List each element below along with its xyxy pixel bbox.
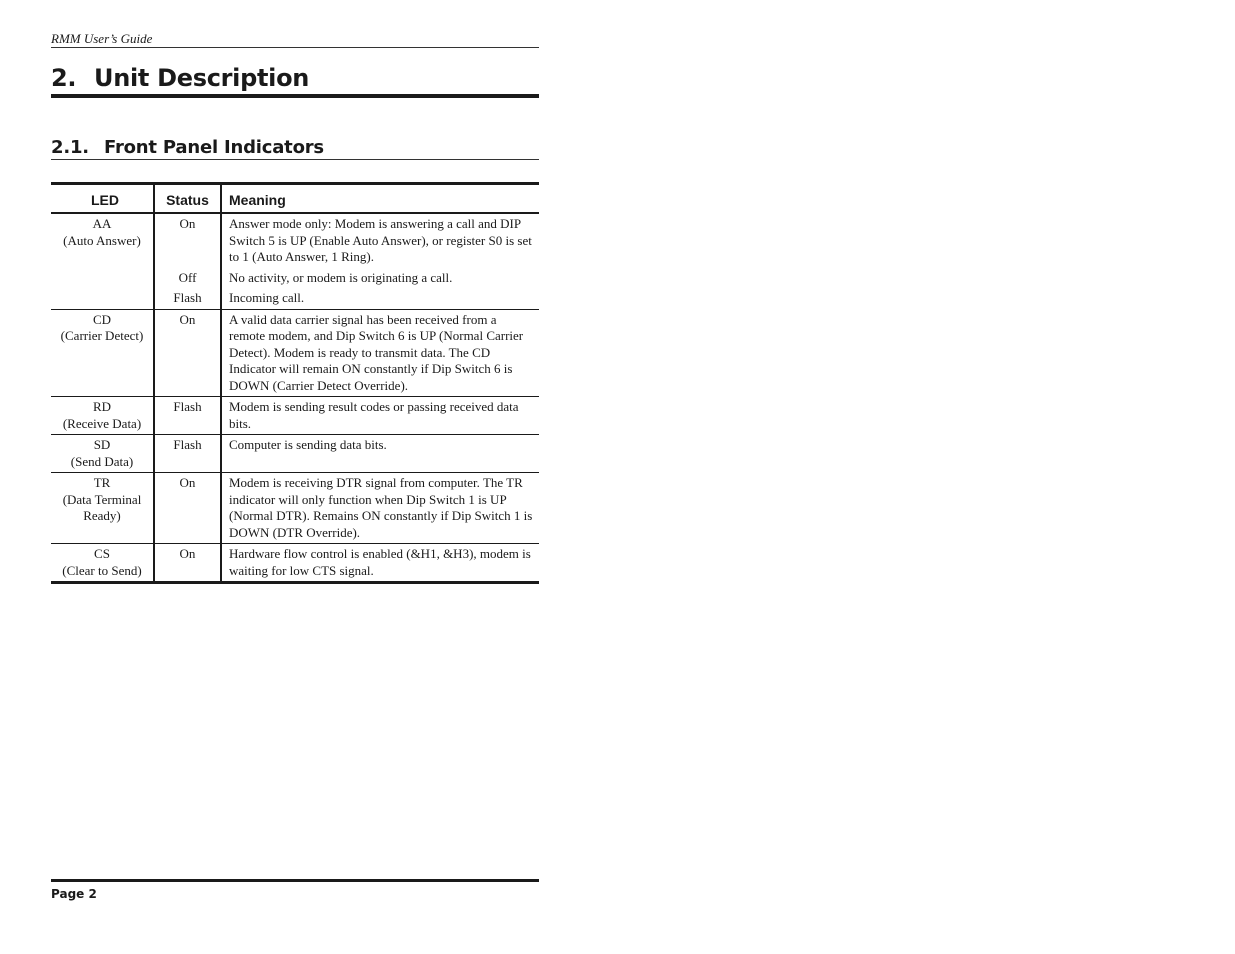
footer-rule xyxy=(51,879,539,882)
table-row xyxy=(51,435,539,473)
status-cell: Flash xyxy=(154,288,221,309)
led-cell xyxy=(51,288,154,309)
status-cell: On xyxy=(154,309,221,397)
meaning-cell: No activity, or modem is originating a call. xyxy=(229,269,453,285)
section-heading xyxy=(51,137,539,160)
led-cell: TR (Data Terminal Ready) xyxy=(51,473,154,544)
meaning-cell: Modem is receiving DTR signal from computer. The TR indicator will only function when Dip Switch 1 is UP (Normal DTR). Remains ON constantly if Dip Switch 1 is DOWN (DTR Override). xyxy=(221,473,539,544)
page-number: Page 2 xyxy=(51,887,97,901)
section-title: Front Panel Indicators xyxy=(104,137,324,158)
status-cell: On xyxy=(154,213,221,268)
section-number: 2.1. xyxy=(51,137,89,158)
led-cell: SD (Send Data) xyxy=(51,435,154,473)
chapter-number: 2. xyxy=(51,64,77,92)
table-row xyxy=(51,397,539,435)
status-cell: On xyxy=(154,473,221,544)
header-led: LED xyxy=(51,184,154,214)
table-row xyxy=(51,544,539,583)
status-cell: On xyxy=(154,544,221,583)
table-body xyxy=(51,213,539,583)
meaning-cell: Modem is sending result codes or passing received data bits. xyxy=(221,397,539,435)
table-row xyxy=(51,309,539,397)
table-header-row xyxy=(51,184,539,214)
table-row xyxy=(51,288,539,309)
meaning-cell: Computer is sending data bits. xyxy=(221,435,539,473)
table-row xyxy=(51,268,539,289)
chapter-title: Unit Description xyxy=(94,64,310,92)
led-cell: CS (Clear to Send) xyxy=(51,544,154,583)
led-cell: RD (Receive Data) xyxy=(51,397,154,435)
running-header: RMM User’s Guide xyxy=(51,31,539,48)
status-cell: Off xyxy=(154,268,221,289)
table-row xyxy=(51,473,539,544)
meaning-cell: Incoming call. xyxy=(229,290,305,305)
header-meaning: Meaning xyxy=(221,184,539,214)
meaning-cell: Answer mode only: Modem is answering a call and DIP Switch 5 is UP (Enable Auto Answer), or register S0 is set to 1 (Auto Answer, 1 Ring). xyxy=(229,216,532,264)
status-cell: Flash xyxy=(154,435,221,473)
led-cell: CD (Carrier Detect) xyxy=(51,309,154,397)
status-cell: Flash xyxy=(154,397,221,435)
document-page xyxy=(51,0,539,954)
chapter-heading xyxy=(51,64,539,98)
led-indicator-table xyxy=(51,182,539,584)
meaning-cell: A valid data carrier signal has been received from a remote modem, and Dip Switch 6 is UP (Normal Carrier Detect). Modem is ready to transmit data. The CD Indicator will remain ON constantly if Dip Switch 6 is DOWN (Carrier Detect Override). xyxy=(221,309,539,397)
meaning-cell: Hardware flow control is enabled (&H1, &H3), modem is waiting for low CTS signal. xyxy=(221,544,539,583)
led-cell xyxy=(51,268,154,289)
table-row xyxy=(51,213,539,268)
led-cell: AA (Auto Answer) xyxy=(51,213,154,268)
header-status: Status xyxy=(154,184,221,214)
